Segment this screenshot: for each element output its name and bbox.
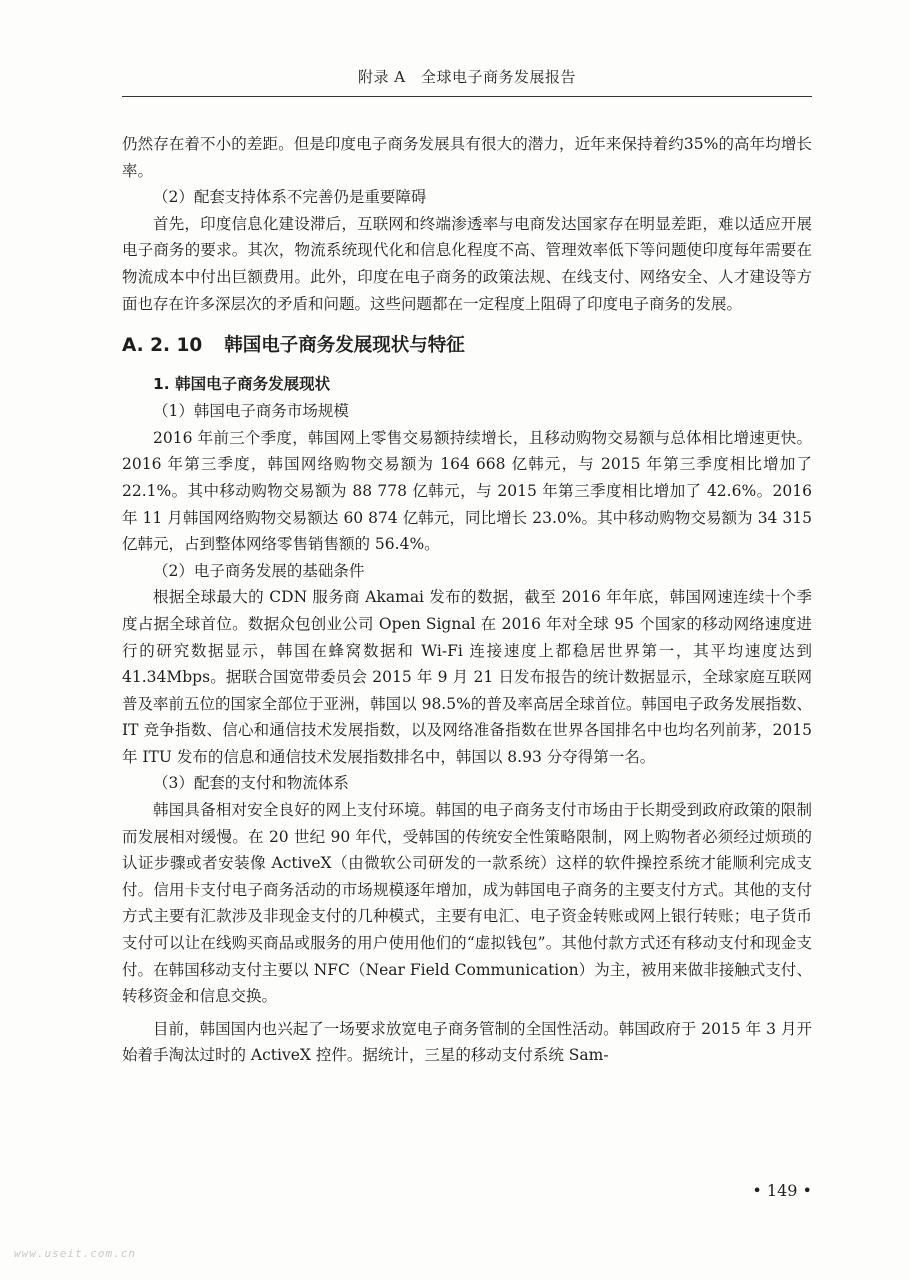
paragraph: 首先，印度信息化建设滞后，互联网和终端渗透率与电商发达国家存在明显差距，难以适应开展电子商务的要求。其次，物流系统现代化和信息化程度不高、管理效率低下等问题使印度每年需要在物流成本中付出巨额费用。此外，印度在电子商务的政策法规、在线支付、网络安全、人才建设等方面也存在许多深层次的矛盾和问题。这些问题都在一定程度上阻碍了印度电子商务的发展。 — [122, 214, 812, 313]
paragraph: 2016 年前三个季度，韩国网上零售交易额持续增长，且移动购物交易额与总体相比增速更快。2016 年第三季度，韩国网络购物交易额为 164 668 亿韩元，与 2015 年第三季度相比增加了 22.1%。其中移动购物交易额为 88 778 亿韩元，与 2015 年第三季度相比增加了 42.6%。2016 年 11 月韩国网络购物交易额达 60 874 亿韩元，同比增长 23.0%。其中移动购物交易额为 34 315 亿韩元，占到整体网络零售销售额的 56.4%。 — [122, 428, 812, 554]
running-head: 附录 A 全球电子商务发展报告 — [357, 68, 577, 86]
section-heading — [122, 332, 812, 360]
numbered-heading: （2）电子商务发展的基础条件 — [153, 561, 365, 580]
paragraph-continuation: 仍然存在着不小的差距。但是印度电子商务发展具有很大的潜力，近年来保持着约35%的高年均增长率。 — [122, 135, 812, 180]
section-number: A. 2. 10 — [122, 335, 203, 357]
numbered-heading: （3）配套的支付和物流体系 — [153, 774, 349, 793]
numbered-heading: （1）韩国电子商务市场规模 — [153, 402, 349, 421]
header-rule — [122, 96, 812, 97]
watermark: www.useit.com.cn — [14, 1247, 136, 1260]
section-title: 韩国电子商务发展现状与特征 — [224, 335, 465, 357]
paragraph: 根据全球最大的 CDN 服务商 Akamai 发布的数据，截至 2016 年年底，韩国网速连续十个季度占据全球首位。数据众包创业公司 Open Signal 在 2016 年对全球 95 个国家的移动网络速度进行的研究数据显示，韩国在蜂窝数据和 Wi-Fi 连接速度上都稳居世界第一，其平均速度达到 41.34Mbps。据联合国宽带委员会 2015 年 9 月 21 日发布报告的统计数据显示，全球家庭互联网普及率前五位的国家全部位于亚洲，韩国以 98.5%的普及率高居全球首位。韩国电子政务发展指数、IT 竞争指数、信心和通信技术发展指数，以及网络准备指数在世界各国排名中也均名列前茅，2015 年 ITU 发布的信息和通信技术发展指数排名中，韩国以 8.93 分夺得第一名。 — [122, 588, 812, 766]
subsection-heading: 1. 韩国电子商务发展现状 — [153, 375, 331, 394]
paragraph: 目前，韩国国内也兴起了一场要求放宽电子商务管制的全国性活动。韩国政府于 2015 年 3 月开始着手淘汰过时的 ActiveX 控件。据统计，三星的移动支付系统 Sam- — [122, 1019, 812, 1065]
numbered-heading: （2）配套支持体系不完善仍是重要障碍 — [153, 188, 427, 207]
paragraph: 韩国具备相对安全良好的网上支付环境。韩国的电子商务支付市场由于长期受到政府政策的限制而发展相对缓慢。在 20 世纪 90 年代，受韩国的传统安全性策略限制，网上购物者必须经过烦琐的认证步骤或者安装像 ActiveX（由微软公司研发的一款系统）这样的软件操控系统才能顺利完成支付。信用卡支付电子商务活动的市场规模逐年增加，成为韩国电子商务的主要支付方式。其他的支付方式主要有汇款涉及非现金支付的几种模式，主要有电汇、电子资金转账或网上银行转账；电子货币支付可以让在线购买商品或服务的用户使用他们的“虚拟钱包”。其他付款方式还有移动支付和现金支付。在韩国移动支付主要以 NFC（Near Field Communication）为主，被用来做非接触式支付、转移资金和信息交换。 — [122, 801, 812, 1006]
page-number: • 149 • — [752, 1181, 812, 1200]
body-text — [122, 131, 812, 1069]
